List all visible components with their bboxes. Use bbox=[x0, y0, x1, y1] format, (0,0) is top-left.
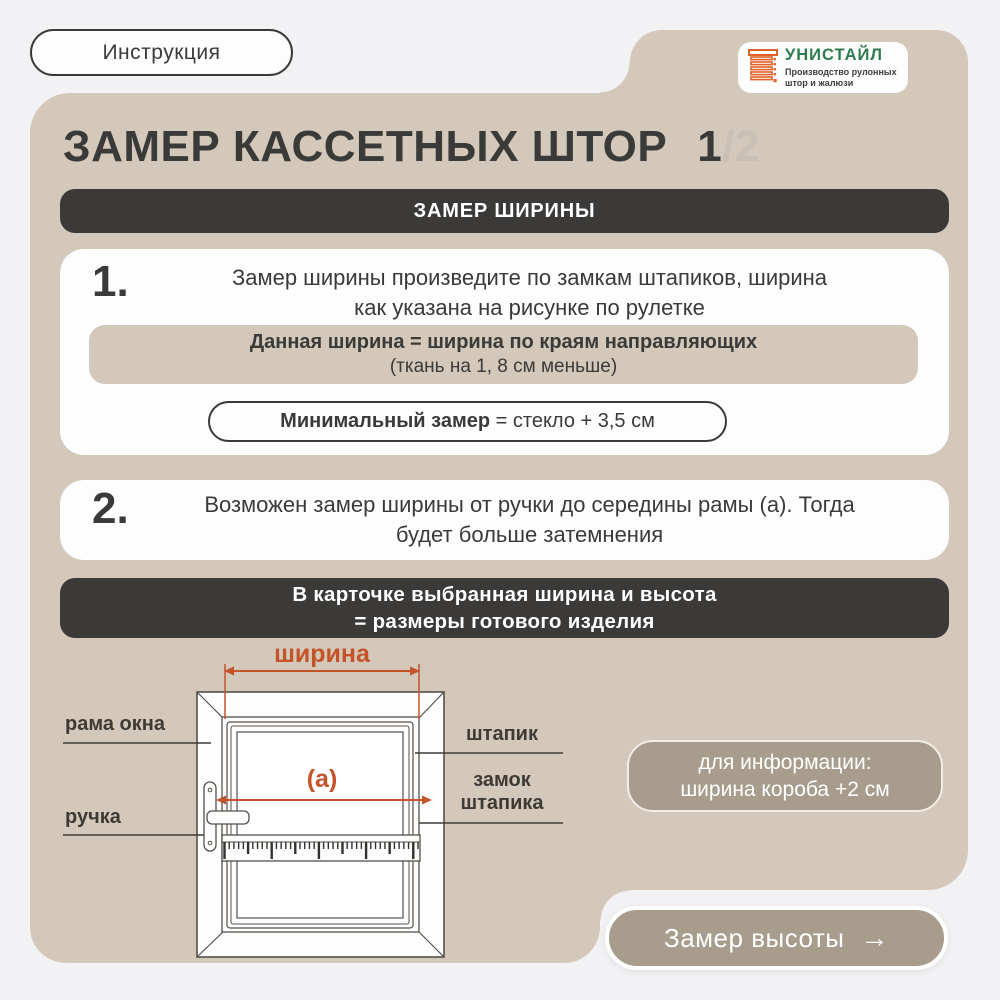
step1-text-line1: Замер ширины произведите по замкам штапиков, ширина bbox=[231, 265, 828, 290]
window-diagram bbox=[55, 635, 600, 975]
result-bar bbox=[60, 578, 949, 638]
page-title-text: ЗАМЕР КАССЕТНЫХ ШТОР bbox=[63, 122, 668, 171]
page-title bbox=[63, 122, 760, 172]
instruction-badge-label: Инструкция bbox=[102, 40, 221, 64]
step2-text-line1: Возможен замер ширины от ручки до середины рамы (а). Тогда bbox=[204, 492, 855, 517]
brand-logo-texts bbox=[785, 47, 897, 88]
info-box bbox=[627, 740, 943, 812]
result-bar-line2: = размеры готового изделия bbox=[354, 610, 655, 633]
brand-logo bbox=[738, 42, 908, 93]
step1-highlight-note: (ткань на 1, 8 см меньше) bbox=[389, 356, 618, 377]
bead-label: штапик bbox=[466, 723, 538, 745]
right-arrow-icon: → bbox=[860, 922, 889, 953]
step2-card bbox=[60, 480, 949, 560]
step2-number: 2. bbox=[92, 484, 129, 533]
brand-name: УНИСТАЙЛ bbox=[785, 46, 883, 65]
height-measure-button-label: Замер высоты bbox=[664, 922, 845, 953]
blinds-icon bbox=[748, 49, 778, 86]
a-label: (а) bbox=[306, 765, 338, 793]
minimum-measure-pill bbox=[208, 401, 727, 442]
step1-highlight-bar bbox=[89, 325, 918, 384]
height-measure-button[interactable] bbox=[605, 906, 948, 970]
step1-text bbox=[130, 263, 929, 323]
page-number-current: 1 bbox=[697, 122, 723, 171]
step1-text-line2: как указана на рисунке по рулетке bbox=[354, 295, 705, 320]
result-bar-line1: В карточке выбранная ширина и высота bbox=[292, 583, 717, 606]
page-number-total: /2 bbox=[722, 122, 760, 171]
step1-highlight-title: Данная ширина = ширина по краям направляющих bbox=[249, 331, 758, 353]
measuring-tape bbox=[222, 835, 420, 861]
step2-text bbox=[130, 490, 929, 550]
bead-lock-label-line1: замок bbox=[473, 769, 531, 791]
brand-tagline-line1: Производство рулонных bbox=[785, 66, 897, 77]
width-label: ширина bbox=[274, 640, 370, 668]
bead-lock-label-line2: штапика bbox=[460, 792, 544, 814]
brand-tagline-line2: штор и жалюзи bbox=[785, 77, 854, 88]
info-box-line1: для информации: bbox=[698, 751, 872, 774]
section-header-width bbox=[60, 189, 949, 233]
step1-number: 1. bbox=[92, 257, 129, 306]
minimum-measure-label: Минимальный замер bbox=[280, 410, 491, 432]
info-box-line2: ширина короба +2 см bbox=[680, 778, 890, 801]
step2-text-line2: будет больше затемнения bbox=[395, 522, 664, 547]
instruction-badge[interactable] bbox=[30, 29, 293, 76]
minimum-measure-value: = стекло + 3,5 см bbox=[490, 410, 655, 432]
panel-fillet-top bbox=[600, 63, 630, 93]
handle-label: ручка bbox=[65, 806, 121, 828]
frame-label: рама окна bbox=[65, 713, 165, 735]
section-header-width-label: ЗАМЕР ШИРИНЫ bbox=[413, 199, 596, 222]
step1-card bbox=[60, 249, 949, 455]
